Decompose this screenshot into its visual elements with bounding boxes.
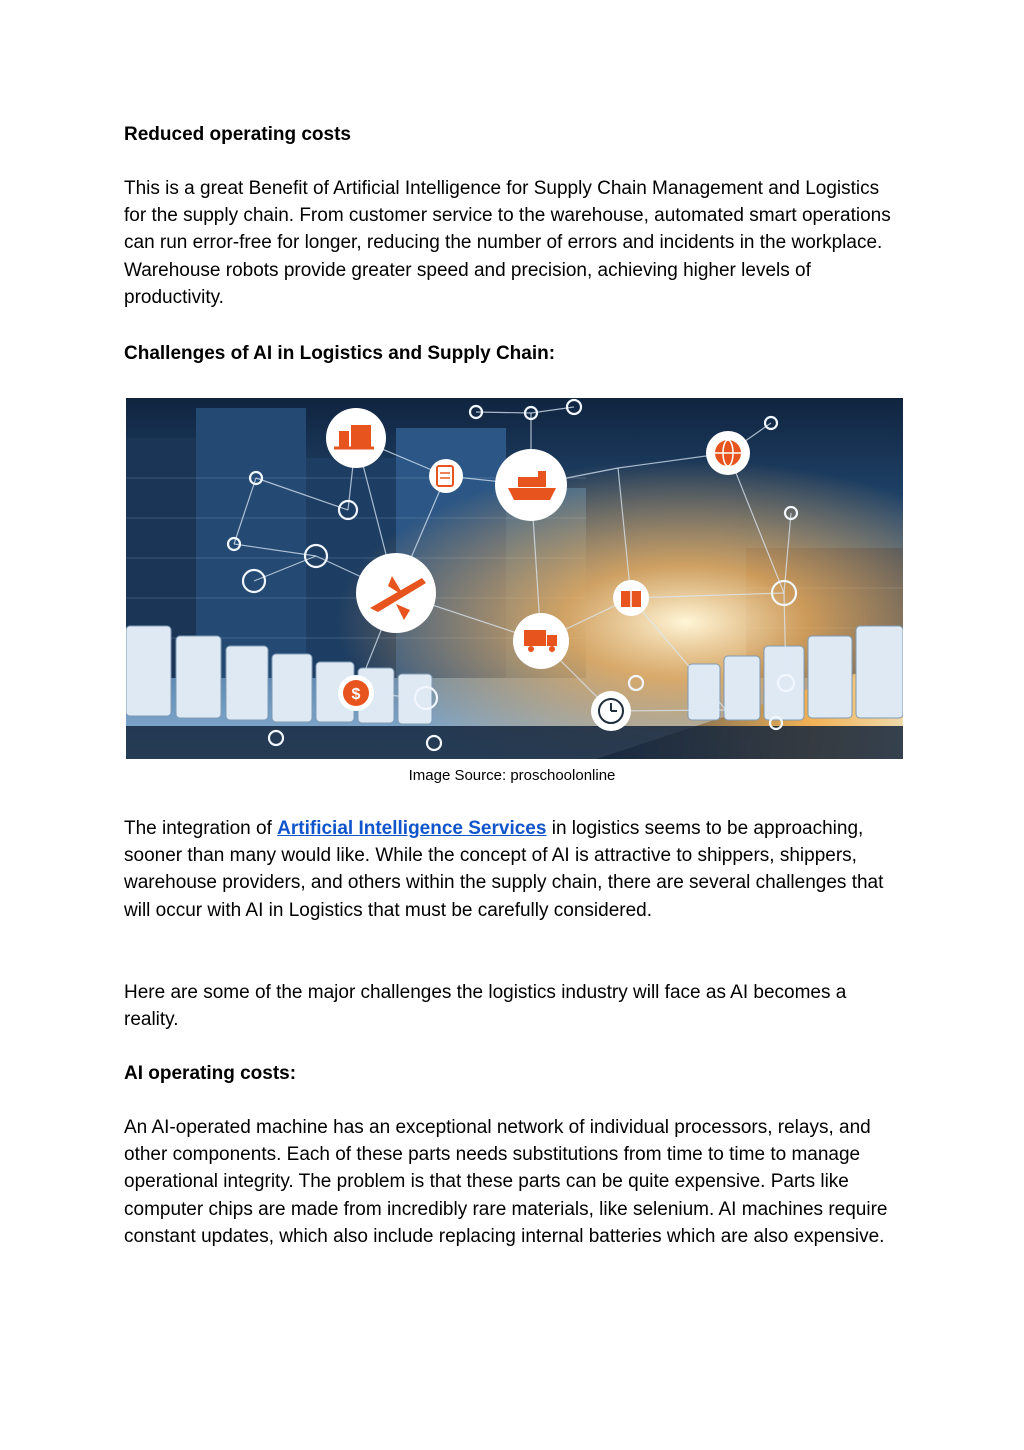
clock-icon — [591, 691, 631, 731]
ai-costs-heading: AI operating costs: — [124, 1063, 297, 1084]
package-icon — [613, 580, 649, 616]
forklift-icon — [326, 408, 386, 468]
integration-paragraph — [124, 815, 904, 924]
dollar-icon — [338, 675, 374, 711]
svg-text:$: $ — [351, 686, 361, 703]
truck-icon — [513, 613, 569, 669]
challenges-heading: Challenges of AI in Logistics and Supply Chain: — [124, 343, 556, 364]
clipboard-icon — [429, 459, 463, 493]
reduced-costs-heading: Reduced operating costs — [124, 124, 351, 145]
integration-prefix: The integration of — [124, 818, 278, 839]
cargo-ship-icon — [495, 449, 567, 521]
globe-icon — [706, 431, 750, 475]
ai-costs-paragraph: An AI-operated machine has an exceptional network of individual processors, relays, and other components. Each of these parts needs substitutions from time to time to manage operational integrity. The problem is that these parts can be quite expensive. Parts like computer chips are made from incredibly rare materials, like selenium. AI machines require constant updates, which also include replacing internal batteries which are also expensive. — [124, 1117, 888, 1247]
image-caption: Image Source: proschoolonline — [408, 767, 616, 784]
major-challenges-paragraph: Here are some of the major challenges the logistics industry will face as AI becomes a reality. — [124, 982, 847, 1031]
ai-services-link[interactable]: Artificial Intelligence Services — [277, 818, 547, 839]
reduced-costs-paragraph: This is a great Benefit of Artificial Intelligence for Supply Chain Management and Logistics for the supply chain. From customer service to the warehouse, automated smart operations can run error-free for longer, reducing the number of errors and incidents in the workplace. Warehouse robots provide greater speed and precision, achieving higher levels of productivity. — [124, 178, 891, 308]
integration-suffix: in logistics seems to be approaching, sooner than many would like. While the concept of AI is attractive to shippers, shippers, warehouse providers, and others within the supply chain, there are several challenges that will occur with AI in Logistics that must be carefully considered. — [124, 818, 884, 921]
airplane-icon — [356, 553, 436, 633]
logistics-network-image — [126, 398, 903, 759]
